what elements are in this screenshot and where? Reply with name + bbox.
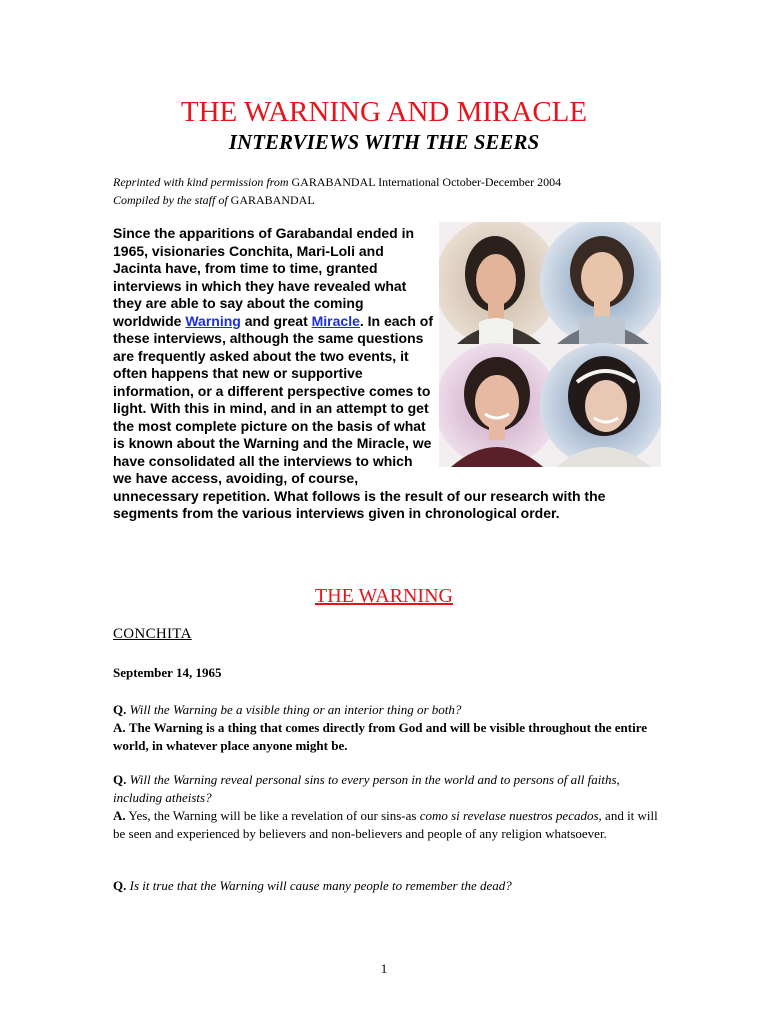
qa-item: [113, 877, 658, 895]
reprint-prefix: Reprinted with kind permission from: [113, 175, 289, 189]
interview-date: September 14, 1965: [113, 665, 222, 680]
answer-label: A.: [113, 720, 126, 735]
answer-text-2: and it will be seen and experienced by believers and non-believers and people of any religion whatsoever.: [113, 808, 658, 841]
warning-link[interactable]: Warning: [185, 312, 241, 329]
answer-text: The Warning is a thing that comes directly from God and will be visible throughout the entire world, in whatever place anyone might be.: [113, 720, 647, 753]
document-subtitle: INTERVIEWS WITH THE SEERS: [228, 130, 540, 154]
question-label: Q.: [113, 702, 127, 717]
miracle-link[interactable]: Miracle: [311, 312, 360, 329]
qa-item: [113, 771, 658, 843]
seers-photo-collage-image: [439, 222, 661, 467]
section-heading-warning: THE WARNING: [315, 585, 453, 607]
intro-text-2: and great: [240, 312, 312, 329]
page-number: 1: [380, 961, 388, 976]
question-label: Q.: [113, 878, 127, 893]
answer-label: A.: [113, 808, 126, 823]
reprint-source: GARABANDAL International October-December 2004: [291, 175, 562, 189]
answer-text-1: Yes, the Warning will be like a revelation of our sins-as: [128, 808, 417, 823]
portrait-bottom-right: [540, 343, 661, 467]
document-title: THE WARNING AND MIRACLE: [180, 96, 588, 128]
compiled-credit: [113, 192, 315, 208]
intro-text-1: Since the apparitions of Garabandal ended in 1965, visionaries Conchita, Mari-Loli and Jacinta have, from time to time, granted interviews in which they have revealed what they are able to say about the coming worldwide: [113, 225, 415, 329]
compiled-source: GARABANDAL: [230, 193, 315, 207]
intro-paragraph: [113, 225, 658, 523]
seer-heading: CONCHITA: [113, 626, 192, 642]
reprint-credit: [113, 174, 561, 190]
intro-text-3: . In each of these interviews, although the same questions are frequently asked about the two events, it often happens that new or supportive information, or a different perspective comes to light. With this in mind, and in an attempt to get the most complete picture on the basis of what is known about the Warning and the Miracle, we have consolidated all the interviews to which we have access, avoiding, of course, unnecessary repetition. What follows is the result of our research with the segments from the various interviews given in chronological order.: [113, 312, 606, 521]
question-text: Will the Warning be a visible thing or an interior thing or both?: [129, 702, 462, 717]
answer-spanish-quote: como si revelase nuestros pecados,: [419, 808, 602, 823]
seers-photo-collage: [439, 222, 661, 467]
compiled-prefix: Compiled by the staff of: [113, 193, 228, 207]
question-label: Q.: [113, 772, 127, 787]
question-text: Is it true that the Warning will cause many people to remember the dead?: [129, 878, 512, 893]
question-text: Will the Warning reveal personal sins to every person in the world and to persons of all faiths, including atheists?: [113, 772, 620, 805]
qa-item: [113, 701, 658, 755]
